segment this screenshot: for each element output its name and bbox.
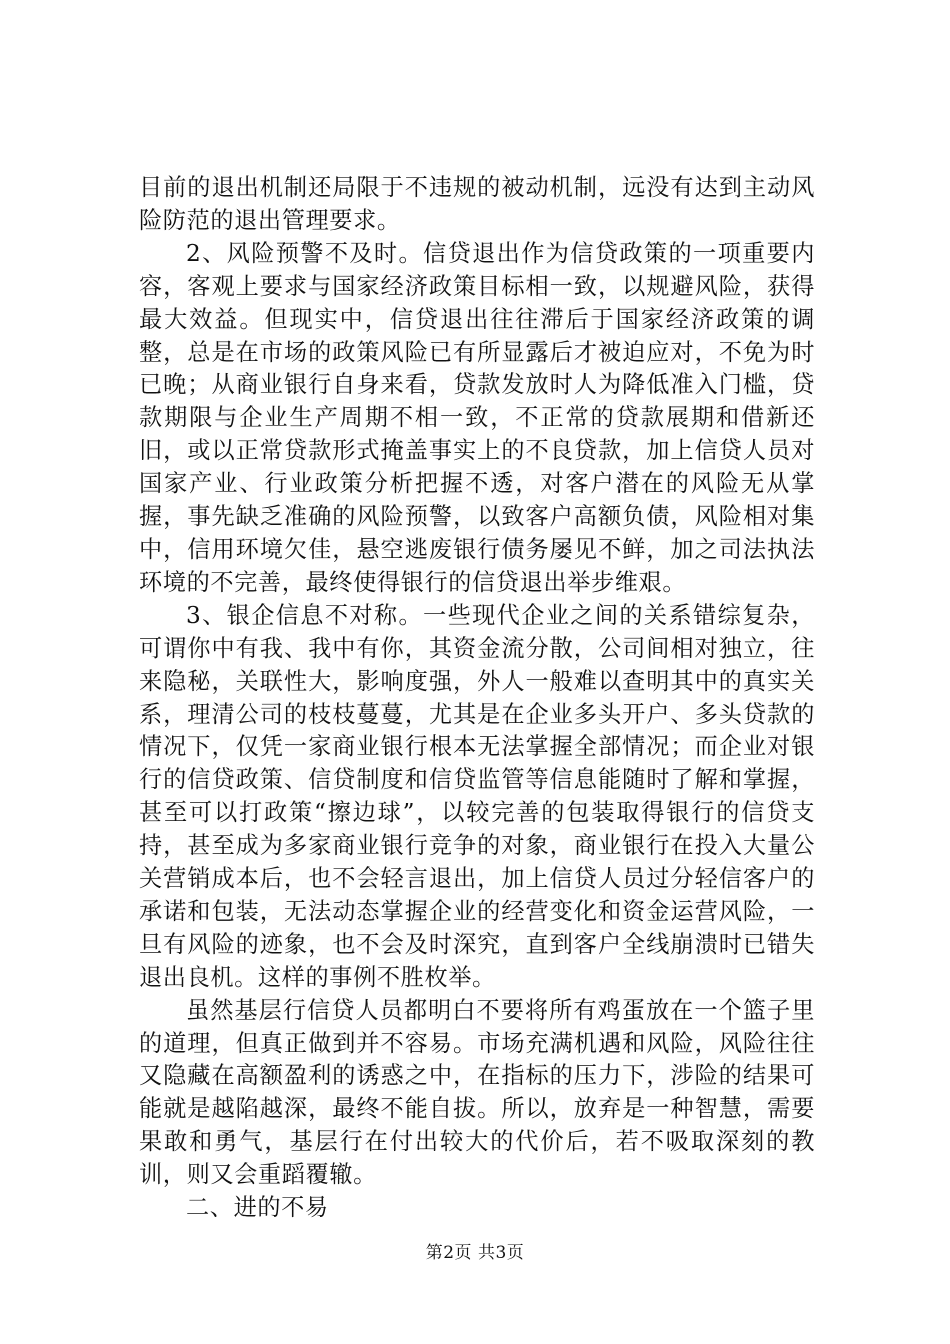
document-body	[139, 172, 815, 1225]
paragraph-information-asymmetry: 3、银企信息不对称。一些现代企业之间的关系错综复杂，可谓你中有我、我中有你，其资金流分散，公司间相对独立，往来隐秘，关联性大，影响度强，外人一般难以查明其中的真实关系，理清公司的枝枝蔓蔓，尤其是在企业多头开户、多头贷款的情况下，仅凭一家商业银行根本无法掌握全部情况；而企业对银行的信贷政策、信贷制度和信贷监管等信息能随时了解和掌握，甚至可以打政策“擦边球”，以较完善的包装取得银行的信贷支持，甚至成为多家商业银行竞争的对象，商业银行在投入大量公关营销成本后，也不会轻言退出，加上信贷人员过分轻信客户的承诺和包装，无法动态掌握企业的经营变化和资金运营风险，一旦有风险的迹象，也不会及时深究，直到客户全线崩溃时已错失退出良机。这样的事例不胜枚举。	[139, 601, 815, 991]
paragraph-risk-warning: 2、风险预警不及时。信贷退出作为信贷政策的一项重要内容，客观上要求与国家经济政策目标相一致，以规避风险，获得最大效益。但现实中，信贷退出往往滞后于国家经济政策的调整，总是在市场的政策风险已有所显露后才被迫应对，不免为时已晚；从商业银行自身来看，贷款发放时人为降低准入门槛，贷款期限与企业生产周期不相一致，不正常的贷款展期和借新还旧，或以正常贷款形式掩盖事实上的不良贷款，加上信贷人员对国家产业、行业政策分析把握不透，对客户潜在的风险无从掌握，事先缺乏准确的风险预警，以致客户高额负债，风险相对集中，信用环境欠佳，悬空逃废银行债务屡见不鲜，加之司法执法环境的不完善，最终使得银行的信贷退出举步维艰。	[139, 239, 815, 596]
paragraph-exit-mechanism: 目前的退出机制还局限于不违规的被动机制，远没有达到主动风险防范的退出管理要求。	[139, 174, 815, 234]
paragraph-conclusion: 虽然基层行信贷人员都明白不要将所有鸡蛋放在一个篮子里的道理，但真正做到并不容易。市场充满机遇和风险，风险往往又隐藏在高额盈利的诱惑之中，在指标的压力下，涉险的结果可能就是越陷越深，最终不能自拔。所以，放弃是一种智慧，需要果敢和勇气，基层行在付出较大的代价后，若不吸取深刻的教训，则又会重蹈覆辙。	[139, 996, 815, 1189]
page-footer: 第2页 共3页	[425, 1243, 525, 1263]
section-heading-entry: 二、进的不易	[186, 1194, 329, 1222]
